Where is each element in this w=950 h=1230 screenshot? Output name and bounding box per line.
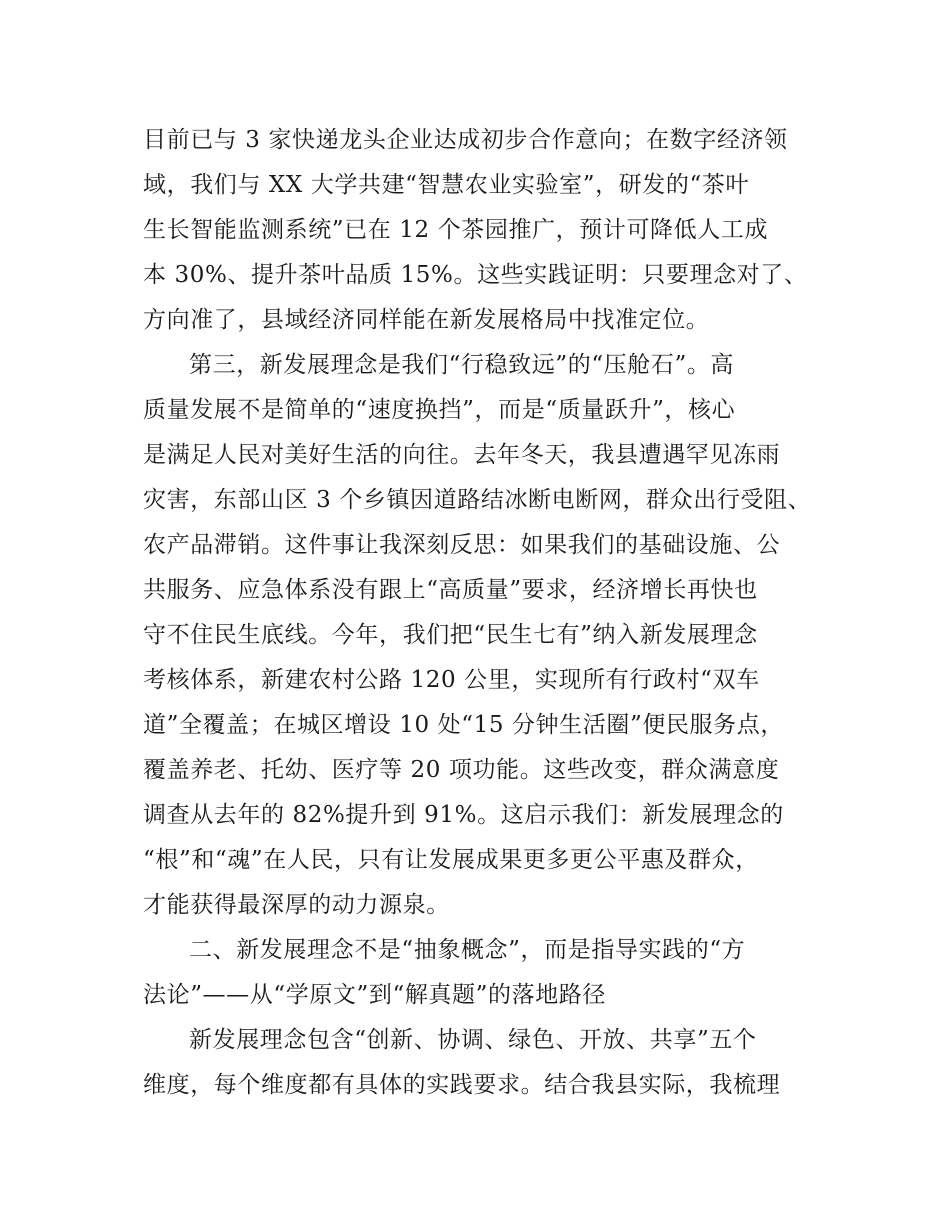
text-line: 新发展理念包含“创新、协调、绿色、开放、共享”五个 <box>189 1027 757 1053</box>
paragraph-4 <box>143 1018 815 1108</box>
text-line: 域，我们与 XX 大学共建“智慧农业实验室”，研发的“茶叶 <box>143 172 750 198</box>
text-line: 生长智能监测系统”已在 12 个茶园推广，预计可降低人工成 <box>143 217 769 243</box>
text-line: 守不住民生底线。今年，我们把“民生七有”纳入新发展理念 <box>143 622 758 648</box>
document-page <box>143 118 815 1108</box>
text-line: 共服务、应急体系没有跟上“高质量”要求，经济增长再快也 <box>143 577 758 603</box>
paragraph-2 <box>143 343 815 928</box>
text-line: 农产品滞销。这件事让我深刻反思：如果我们的基础设施、公 <box>143 532 781 558</box>
text-line: 灾害，东部山区 3 个乡镇因道路结冰断电断网，群众出行受阻、 <box>143 487 812 513</box>
text-line: 目前已与 3 家快递龙头企业达成初步合作意向；在数字经济领 <box>143 127 788 153</box>
text-line: 调查从去年的 82%提升到 91%。这启示我们：新发展理念的 <box>143 802 784 828</box>
text-line: “根”和“魂”在人民，只有让发展成果更多更公平惠及群众， <box>143 847 759 873</box>
text-line: 是满足人民对美好生活的向往。去年冬天，我县遭遇罕见冻雨 <box>143 442 781 468</box>
paragraph-1 <box>143 118 815 343</box>
text-line: 覆盖养老、托幼、医疗等 20 项功能。这些改变，群众满意度 <box>143 757 780 783</box>
text-line: 质量发展不是简单的“速度换挡”，而是“质量跃升”，核心 <box>143 397 736 423</box>
text-line: 法论”——从“学原文”到“解真题”的落地路径 <box>143 982 606 1008</box>
text-line: 道”全覆盖；在城区增设 10 处“15 分钟生活圈”便民服务点， <box>143 712 784 738</box>
text-line: 才能获得最深厚的动力源泉。 <box>143 892 450 918</box>
section-heading <box>143 928 815 1018</box>
text-line: 二、新发展理念不是“抽象概念”，而是指导实践的“方 <box>189 937 746 963</box>
text-line: 第三，新发展理念是我们“行稳致远”的“压舱石”。高 <box>189 352 735 378</box>
text-line: 方向准了，县域经济同样能在新发展格局中找准定位。 <box>143 307 710 333</box>
text-line: 考核体系，新建农村公路 120 公里，实现所有行政村“双车 <box>143 667 760 693</box>
text-line: 本 30%、提升茶叶品质 15%。这些实践证明：只要理念对了、 <box>143 262 808 288</box>
text-line: 维度，每个维度都有具体的实践要求。结合我县实际，我梳理 <box>143 1072 781 1098</box>
